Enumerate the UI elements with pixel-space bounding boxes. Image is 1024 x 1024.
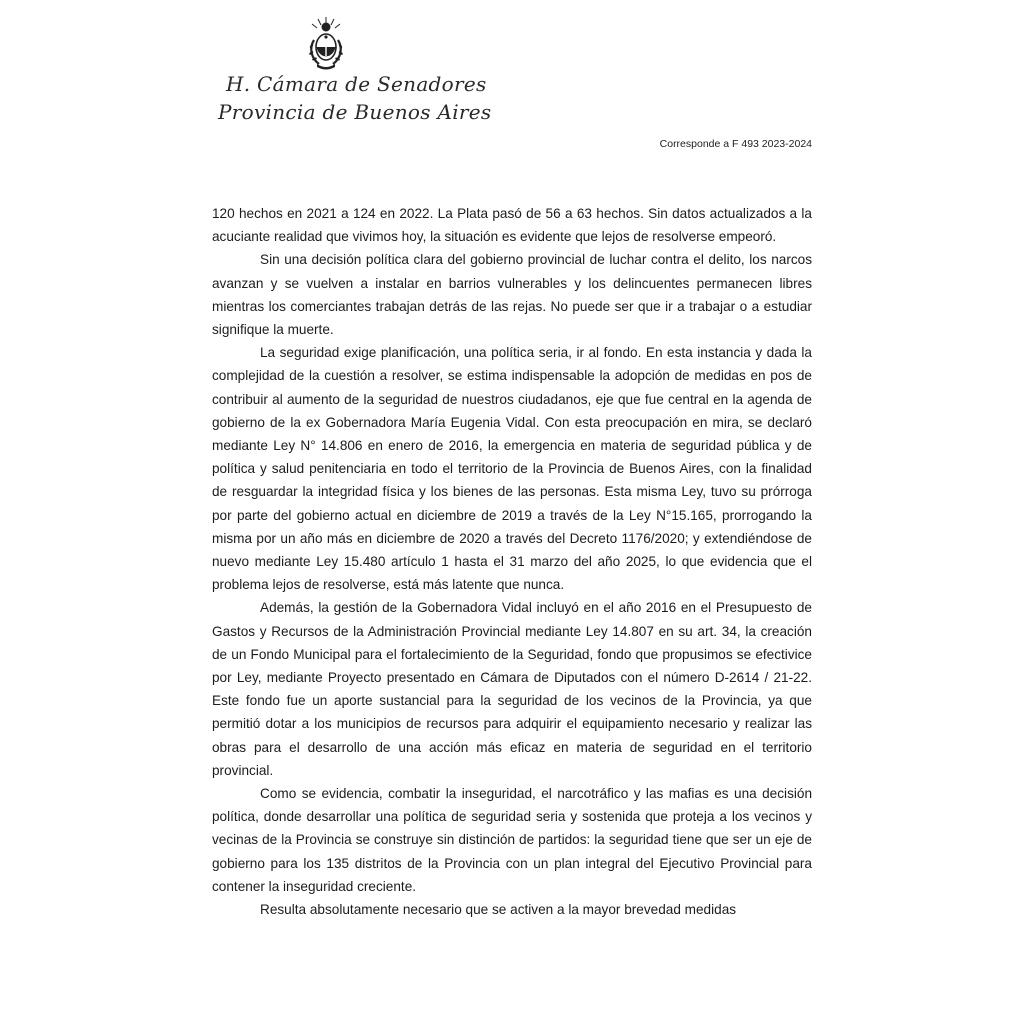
- paragraph: Como se evidencia, combatir la inseguridad, el narcotráfico y las mafias es una decisión política, donde desarrollar una política de seguridad seria y sostenida que proteja a los vecinos y vecinas de la Provincia se construye sin distinción de partidos: la seguridad tiene que ser un eje de gobierno para los 135 distritos de la Provincia con un plan integral del Ejecutivo Provincial para contener la inseguridad creciente.: [212, 786, 812, 894]
- paragraph: 120 hechos en 2021 a 124 en 2022. La Plata pasó de 56 a 63 hechos. Sin datos actualizados a la acuciante realidad que vivimos hoy, la situación es evidente que lejos de resolverse empeoró.: [212, 206, 812, 245]
- document-body: [212, 202, 812, 921]
- file-reference: Corresponde a F 493 2023-2024: [659, 138, 812, 150]
- paragraph: Resulta absolutamente necesario que se activen a la mayor brevedad medidas: [260, 902, 737, 918]
- paragraph: Sin una decisión política clara del gobierno provincial de luchar contra el delito, los narcos avanzan y se vuelven a instalar en barrios vulnerables y los delincuentes permanecen libres mientras los comerciantes trabajan detrás de las rejas. No puede ser que ir a trabajar o a estudiar signifique la muerte.: [212, 252, 812, 338]
- letterhead: [218, 70, 491, 126]
- paragraph: La seguridad exige planificación, una política seria, ir al fondo. En esta instancia y dada la complejidad de la cuestión a resolver, se estima indispensable la adopción de medidas en pos de contribuir al aumento de la seguridad de nuestros ciudadanos, eje que fue central en la agenda de gobierno de la ex Gobernadora María Eugenia Vidal. Con esta preocupación en mira, se declaró mediante Ley N° 14.806 en enero de 2016, la emergencia en materia de seguridad pública y de política y salud penitenciaria en todo el territorio de la Provincia de Buenos Aires, con la finalidad de resguardar la integridad física y los bienes de las personas. Esta misma Ley, tuvo su prórroga por parte del gobierno actual en diciembre de 2019 a través de la Ley N°15.165, prorrogando la misma por un año más en diciembre de 2020 a través del Decreto 1176/2020; y extendiéndose de nuevo mediante Ley 15.480 artículo 1 hasta el 31 marzo del año 2025, lo que evidencia que el problema lejos de resolverse, está más latente que nunca.: [212, 345, 812, 593]
- provincial-coat-of-arms-icon: [306, 16, 346, 72]
- paragraph: Además, la gestión de la Gobernadora Vidal incluyó en el año 2016 en el Presupuesto de Gastos y Recursos de la Administración Provincial mediante Ley 14.807 en su art. 34, la creación de un Fondo Municipal para el fortalecimiento de la Seguridad, fondo que propusimos se efectivice por Ley, mediante Proyecto presentado en Cámara de Diputados con el número D-2614 / 21-22. Este fondo fue un aporte sustancial para la seguridad de los vecinos de la Provincia, ya que permitió dotar a los municipios de recursos para adquirir el equipamiento necesario y realizar las obras para el desarrollo de una acción más eficaz en materia de seguridad en el territorio provincial.: [212, 600, 812, 778]
- institution-province: Provincia de Buenos Aires: [218, 100, 492, 124]
- institution-name: H. Cámara de Senadores: [226, 72, 487, 96]
